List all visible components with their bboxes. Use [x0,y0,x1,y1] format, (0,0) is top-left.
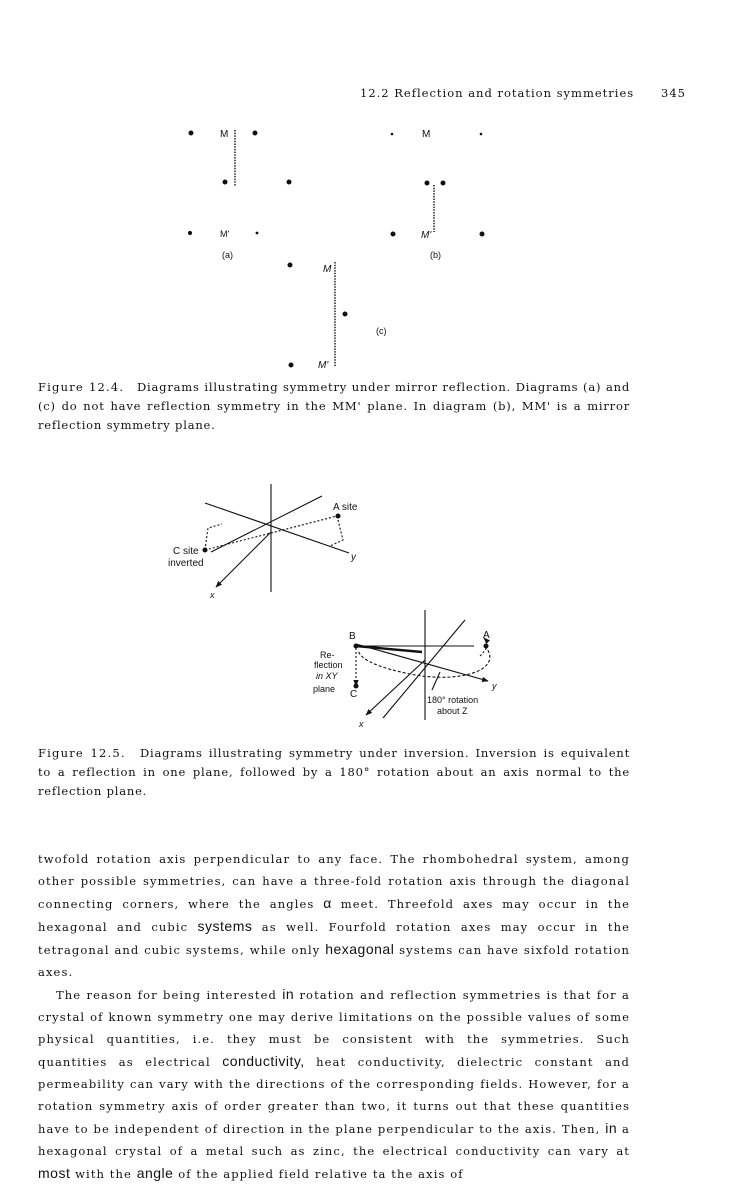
diagram-tag: (c) [376,326,387,336]
rotation-label-2: about Z [437,706,468,716]
a-label: A [483,630,490,641]
y-axis-label: y [351,552,356,563]
paragraph [38,848,630,983]
c-site-projection [205,524,222,550]
dot [288,263,292,267]
dot [391,133,393,135]
dot [343,312,347,316]
text-run: of the applied field relative ta the axis of [173,1167,464,1181]
text-run: systems [197,918,253,934]
text-run: The reason for being interested [56,988,283,1002]
c-dot [354,684,358,688]
c-label: C [350,689,358,700]
text-run: rotation and reflection symmetries is that for a crystal of known symmetry one may derive limitations on the possible values of some physical quantities, i.e. they must be consistent with the symmetries. Such quantities as electrical [38,988,631,1069]
text-run: with the [70,1167,137,1181]
caption-label: Figure 12.4. [38,380,125,394]
text-run: twofold rotation axis perpendicular to any face. The rhombohedral system, among other possible symmetries, can have a three-fold rotation axis through the diagonal connecting corners, where the angles [38,852,630,911]
text-run: heat conductivity, dielectric constant and permeability can vary with the directions of the corresponding fields. However, for a rotation symmetry axis of order greater than two, it turns out that these quantities have to be independent of direction in the plane perpendicular to the axis. Then, [38,1055,630,1136]
lower-diagram [313,610,497,729]
dot [441,181,445,185]
paragraph [38,983,630,1185]
reflection-label-3: in XY [316,671,338,681]
c-site-label-2: inverted [168,558,204,569]
diagram-tag: (a) [222,250,233,260]
y-axis [211,496,322,552]
upper-diagram [168,484,358,600]
dot [287,180,291,184]
diagram-b [391,129,484,260]
text-run: as well. Fourfold rotation axes may occur in the tetragonal and cubic systems, while only [38,920,630,957]
text-run: in [605,1120,618,1136]
a-site-dot [336,514,340,518]
figure-12-5 [150,480,530,735]
section-title: 12.2 Reflection and rotation symmetries [360,86,635,100]
text-run: a hexagonal crystal of a metal such as zinc, the electrical conductivity can vary at [38,1122,630,1158]
reflection-label-2: flection [314,660,343,670]
c-site-label: C site [173,546,199,557]
text-run: most [38,1165,71,1181]
text-run: meet. Threefold axes may occur in the hexagonal and cubic [38,897,630,934]
dot [480,133,482,135]
text-run: angle [136,1165,174,1181]
mirror-label-bottom: M' [220,229,230,239]
mirror-label-top: M [220,129,229,140]
mirror-label-bottom: M' [318,360,329,371]
diagonal-axis [205,503,349,553]
text-run: in [282,986,295,1002]
text-run: hexagonal [325,941,395,957]
figure-12-4 [170,120,510,375]
diagram-a [188,129,291,260]
body-text [38,848,630,1185]
alpha-symbol: α [323,895,332,911]
y-axis-label: y [492,681,497,691]
figure-12-5-caption [38,744,630,801]
x-axis [366,660,425,715]
a-dot [484,644,488,648]
caption-label: Figure 12.5. [38,746,126,760]
dot [289,363,293,367]
b-dot [354,644,358,648]
x-axis [216,532,271,587]
diagram-c [288,262,387,371]
c-site-dot [203,548,207,552]
reflection-label-1: Re- [320,650,335,660]
dot [188,231,191,234]
x-axis-label: x [210,590,215,600]
rotation-label-1: 180° rotation [427,695,479,705]
text-run: conductivity, [222,1053,305,1069]
a-site-label: A site [333,502,358,513]
reflection-label-4: plane [313,684,336,694]
dot [425,181,429,185]
mirror-label-top: M [422,129,431,140]
dot [391,232,395,236]
label-pointer [432,672,440,690]
diagram-tag: (b) [430,250,441,260]
dot [253,131,257,135]
dot [223,180,227,184]
caption-text: Diagrams illustrating symmetry under inversion. Inversion is equivalent to a reflection in one plane, followed by a 180° rotation about an axis normal to the reflection plane. [38,746,630,798]
dot [480,232,484,236]
a-site-projection [330,516,343,546]
dot [189,131,193,135]
b-label: B [349,631,356,642]
caption-text: Diagrams illustrating symmetry under mirror reflection. Diagrams (a) and (c) do not have reflection symmetry in the MM' plane. In diagram (b), MM' is a mirror reflection symmetry plane. [38,380,631,432]
mirror-label-bottom: M' [421,230,432,241]
bold-ba-line [356,646,422,652]
figure-12-4-caption [38,378,630,435]
mirror-label-top: M [323,264,332,275]
dot [256,232,258,234]
x-axis-label: x [359,719,364,729]
running-header [360,86,686,100]
page-number: 345 [661,86,686,100]
text-run: systems can have sixfold rotation axes. [38,943,630,979]
